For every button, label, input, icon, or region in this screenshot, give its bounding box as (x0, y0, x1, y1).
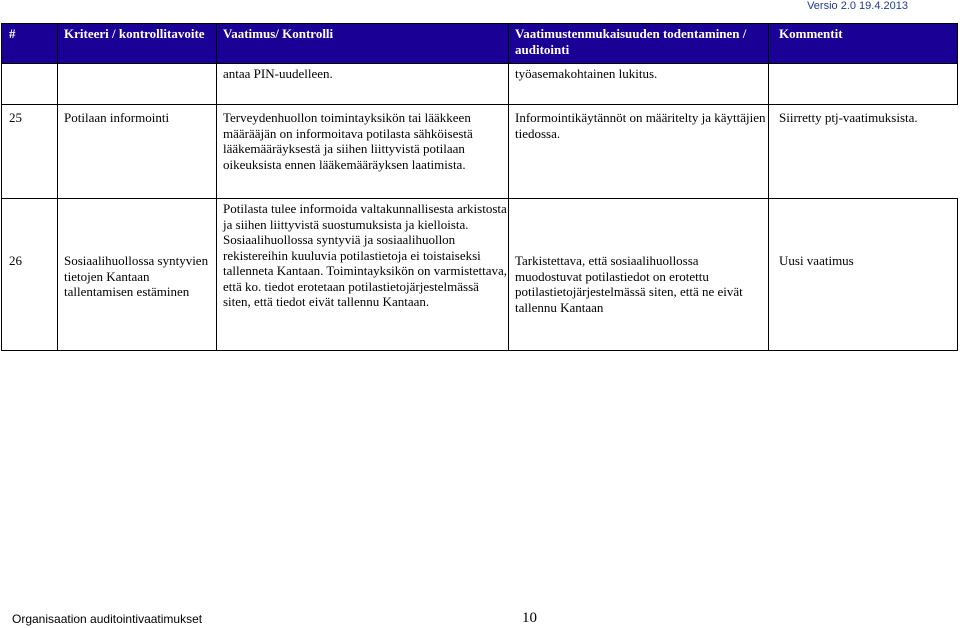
table-row-continuation (2, 64, 958, 105)
row-criterion: Sosiaalihuollossa syntyvien tietojen Kantaan tallentamisen estäminen (58, 199, 217, 351)
continuation-verification: työasemakohtainen lukitus. (509, 64, 769, 105)
row-verification: Tarkistettava, että sosiaalihuollossa muodostuvat potilastiedot on erotettu potilastietojärjestelmässä siten, että ne eivät tallennu Kantaan (509, 199, 769, 351)
header-comments: Kommentit (769, 24, 958, 64)
table-row (2, 199, 958, 351)
header-criterion: Kriteeri / kontrollitavoite (58, 24, 217, 64)
header-verification: Vaatimustenmukaisuuden todentaminen / auditointi (509, 24, 769, 64)
row-requirement: Terveydenhuollon toimintayksikön tai lääkkeen määrääjän on informoitava potilasta sähköisestä lääkemääräyksestä ja siihen liittyvistä potilaan oikeuksista ennen lääkemääräyksen laatimista. (217, 105, 509, 199)
footer-document-title: Organisaation auditointivaatimukset (12, 612, 203, 626)
requirement-paragraph-1: Potilasta tulee informoida valtakunnallisesta arkistosta ja siihen liittyvistä suostumuksista ja kielloista. (223, 201, 507, 232)
requirement-paragraph-2: Sosiaalihuollossa syntyviä ja sosiaalihuollon rekistereihin kuuluvia potilastietoja ei toistaiseksi tallenneta Kantaan. Toimintayksikön on varmistettava, että ko. tiedot erotetaan potilastietojärjestelmässä siten, että tiedot eivät tallennu Kantaan. (223, 232, 508, 309)
row-number: 25 (2, 105, 58, 199)
row-number: 26 (2, 199, 58, 351)
table-row (2, 105, 958, 199)
table-header-row (2, 24, 958, 64)
continuation-requirement: antaa PIN-uudelleen. (217, 64, 509, 105)
row-verification: Informointikäytännöt on määritelty ja käyttäjien tiedossa. (509, 105, 769, 199)
row-comment: Uusi vaatimus (769, 199, 958, 351)
version-label: Versio 2.0 19.4.2013 (807, 0, 908, 12)
header-number: # (2, 24, 58, 64)
header-requirement: Vaatimus/ Kontrolli (217, 24, 509, 64)
row-criterion: Potilaan informointi (58, 105, 217, 199)
footer-page-number: 10 (522, 610, 537, 626)
row-requirement (217, 199, 509, 351)
audit-requirements-table (1, 23, 958, 351)
row-comment: Siirretty ptj-vaatimuksista. (769, 105, 958, 199)
